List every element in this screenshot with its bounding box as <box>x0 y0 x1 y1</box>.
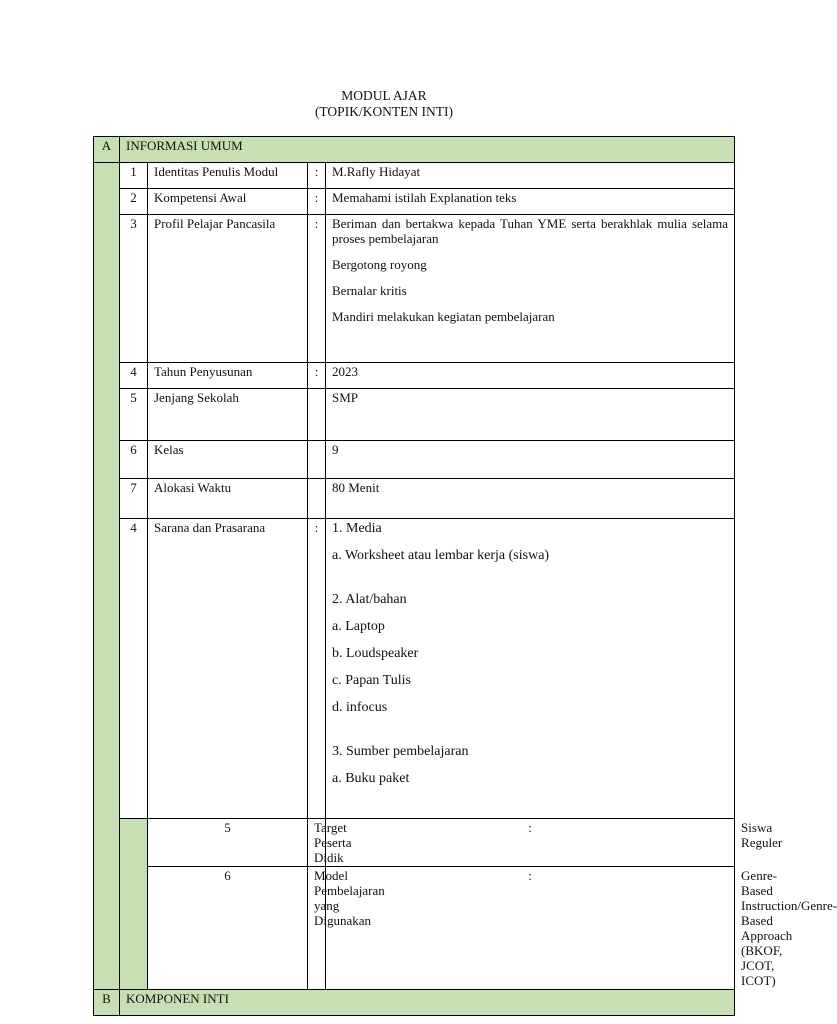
section-a-letter: A <box>94 137 120 163</box>
document-subtitle: (TOPIK/KONTEN INTI) <box>314 104 454 119</box>
row-number: 4 <box>120 363 148 389</box>
row-number: 6 <box>120 441 148 479</box>
section-b-header-row <box>94 990 735 1016</box>
row-number: 3 <box>120 215 148 363</box>
row-number: 6 <box>148 867 308 990</box>
tools-item: b. Loudspeaker <box>332 646 419 661</box>
row-number: 5 <box>120 389 148 441</box>
tools-heading: 2. Alat/bahan <box>332 592 407 607</box>
table-row: 5 Target Peserta Didik : Siswa Reguler <box>94 819 735 867</box>
profile-item: Bergotong royong <box>332 257 427 272</box>
section-a-heading: INFORMASI UMUM <box>120 137 735 163</box>
sources-heading: 3. Sumber pembelajaran <box>332 744 469 759</box>
row-colon: : <box>308 363 326 389</box>
row-label: Tahun Penyusunan <box>148 363 308 389</box>
row-colon: : <box>308 215 326 363</box>
spacer <box>332 726 728 743</box>
row-number: 1 <box>120 163 148 189</box>
row-label: Target Peserta Didik <box>308 819 326 867</box>
table-row <box>94 189 735 215</box>
row-value: 9 <box>326 441 735 479</box>
row-number: 2 <box>120 189 148 215</box>
row-value: Memahami istilah Explanation teks <box>326 189 735 215</box>
row-colon <box>308 479 326 519</box>
row-label: Jenjang Sekolah <box>148 389 308 441</box>
profile-item: Beriman dan bertakwa kepada Tuhan YME serta berakhlak mulia selama proses pembelajaran <box>332 216 729 246</box>
row-value-list <box>326 215 735 363</box>
modul-table <box>93 136 837 1016</box>
row-number: 7 <box>120 479 148 519</box>
tools-item: c. Papan Tulis <box>332 673 411 688</box>
tools-item: d. infocus <box>332 700 388 715</box>
row-colon: : <box>308 519 326 819</box>
section-a-side-band <box>94 163 120 990</box>
row-number: 5 <box>148 819 308 867</box>
table-row <box>94 441 735 479</box>
document-title-block <box>0 88 768 120</box>
table-row <box>94 163 735 189</box>
row-value: 80 Menit <box>326 479 735 519</box>
document-title: MODUL AJAR <box>341 88 427 103</box>
media-heading: 1. Media <box>332 521 382 536</box>
section-b-heading: KOMPONEN INTI <box>120 990 735 1016</box>
row-label: Profil Pelajar Pancasila <box>148 215 308 363</box>
profile-item: Mandiri melakukan kegiatan pembelajaran <box>332 309 555 324</box>
row-label: Model Pembelajaran yang Digunakan <box>308 867 326 990</box>
facilities-list <box>326 519 735 819</box>
section-a-header-row <box>94 137 735 163</box>
row-value: M.Rafly Hidayat <box>326 163 735 189</box>
row-colon <box>308 441 326 479</box>
row-value: SMP <box>326 389 735 441</box>
table-row <box>94 215 735 363</box>
row-value: 2023 <box>326 363 735 389</box>
table-row: 6 Model Pembelajaran yang Digunakan : Genre-Based Instruction/Genre-Based Approach (BKOF, JCOT, ICOT) <box>94 867 735 990</box>
section-b-letter: B <box>94 990 120 1016</box>
media-item: a. Worksheet atau lembar kerja (siswa) <box>332 548 550 563</box>
row-label: Sarana dan Prasarana <box>148 519 308 819</box>
row-colon: : <box>308 189 326 215</box>
row-label: Identitas Penulis Modul <box>148 163 308 189</box>
row-colon: : <box>326 819 735 867</box>
row-label: Kelas <box>148 441 308 479</box>
profile-item: Bernalar kritis <box>332 283 407 298</box>
table-row <box>94 519 735 819</box>
spacer <box>332 574 728 591</box>
table-row <box>94 389 735 441</box>
row-label: Kompetensi Awal <box>148 189 308 215</box>
table-row <box>94 479 735 519</box>
row-colon: : <box>308 163 326 189</box>
table-row <box>94 363 735 389</box>
row-colon <box>308 389 326 441</box>
row-label: Alokasi Waktu <box>148 479 308 519</box>
tools-item: a. Laptop <box>332 619 385 634</box>
sources-item: a. Buku paket <box>332 771 410 786</box>
row-number: 4 <box>120 519 148 819</box>
row-colon: : <box>326 867 735 990</box>
section-a-side-band <box>120 819 148 990</box>
